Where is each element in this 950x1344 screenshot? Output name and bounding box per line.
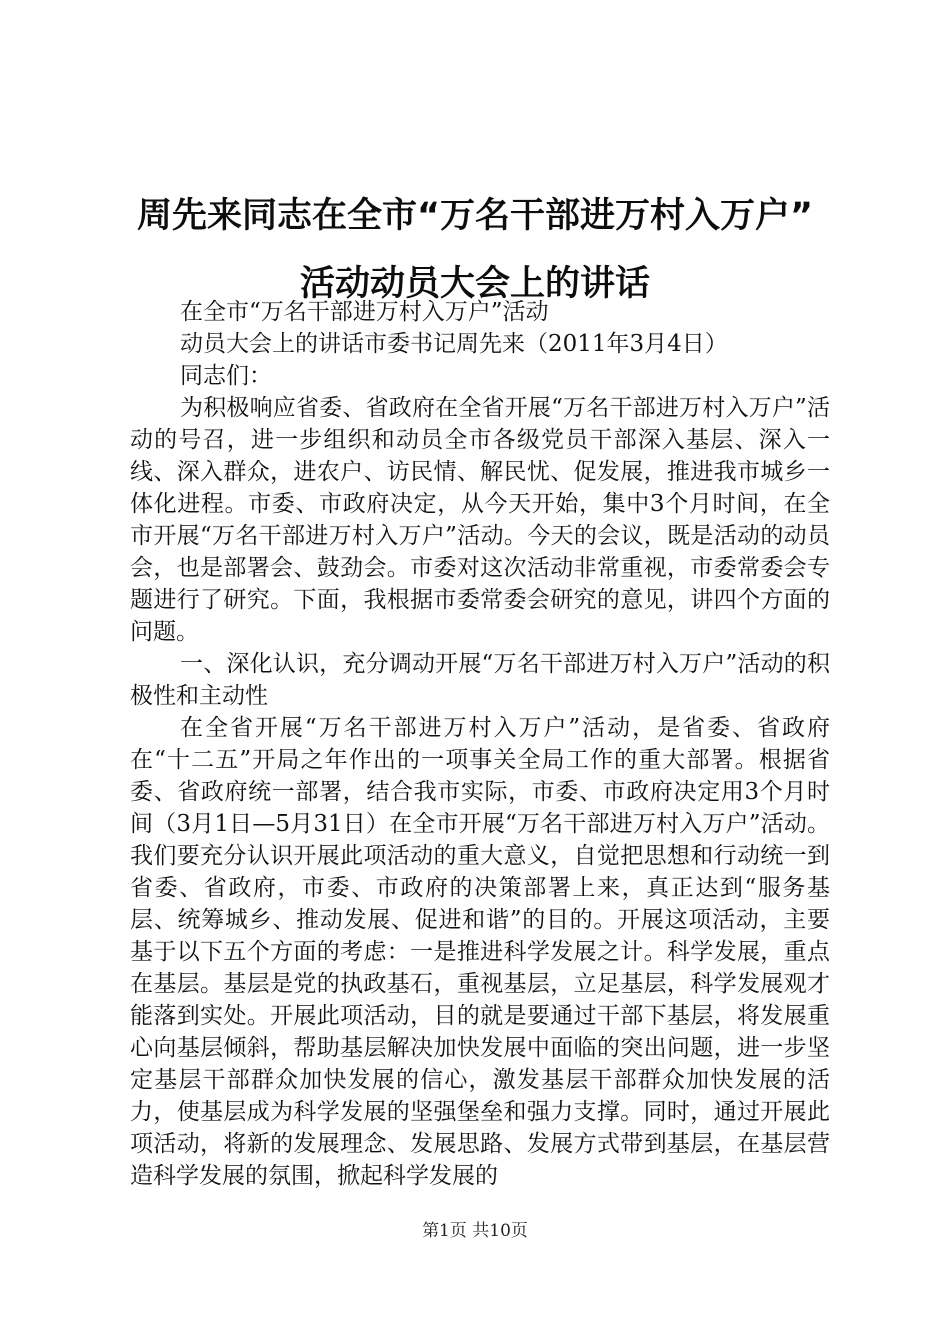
- title-line-2: 活动动员大会上的讲话: [299, 264, 650, 304]
- title-line-1: 周先来同志在全市“万名干部进万村入万户”: [136, 196, 813, 236]
- paragraph-intro: 为积极响应省委、省政府在全省开展“万名干部进万村入万户”活动的号召，进一步组织和动员全市各级党员干部深入基层、深入一线、深入群众，进农户、访民情、解民忧、促发展，推进我市城乡一体化进程。市委、市政府决定，从今天开始，集中3个月时间，在全市开展“万名干部进万村入万户”活动。今天的会议，既是活动的动员会，也是部署会、鼓劲会。市委对这次活动非常重视，市委常委会专题进行了研究。下面，我根据市委常委会研究的意见，讲四个方面的问题。: [130, 395, 830, 645]
- subtitle-line-2: 动员大会上的讲话市委书记周先来（2011年3月4日）: [180, 331, 728, 357]
- section-heading-1: 一、深化认识，充分调动开展“万名干部进万村入万户”活动的积极性和主动性: [130, 651, 830, 709]
- subtitle-line-1: 在全市“万名干部进万村入万户”活动: [180, 299, 549, 325]
- paragraph-section-1: 在全省开展“万名干部进万村入万户”活动，是省委、省政府在“十二五”开局之年作出的一项事关全局工作的重大部署。根据省委、省政府统一部署，结合我市实际，市委、市政府决定用3个月时间（3月1日—5月31日）在全市开展“万名干部进万村入万户”活动。我们要充分认识开展此项活动的重大意义，自觉把思想和行动统一到省委、省政府，市委、市政府的决策部署上来，真正达到“服务基层、统筹城乡、推动发展、促进和谐”的目的。开展这项活动，主要基于以下五个方面的考虑：一是推进科学发展之计。科学发展，重点在基层。基层是党的执政基石，重视基层，立足基层，科学发展观才能落到实处。开展此项活动，目的就是要通过干部下基层，将发展重心向基层倾斜，帮助基层解决加快发展中面临的突出问题，进一步坚定基层干部群众加快发展的信心，激发基层干部群众加快发展的活力，使基层成为科学发展的坚强堡垒和强力支撑。同时，通过开展此项活动，将新的发展理念、发展思路、发展方式带到基层，在基层营造科学发展的氛围，掀起科学发展的: [130, 715, 830, 1189]
- salutation: 同志们：: [180, 363, 272, 389]
- page-number-footer: 第1页 共10页: [422, 1221, 528, 1241]
- document-body: [130, 296, 830, 1192]
